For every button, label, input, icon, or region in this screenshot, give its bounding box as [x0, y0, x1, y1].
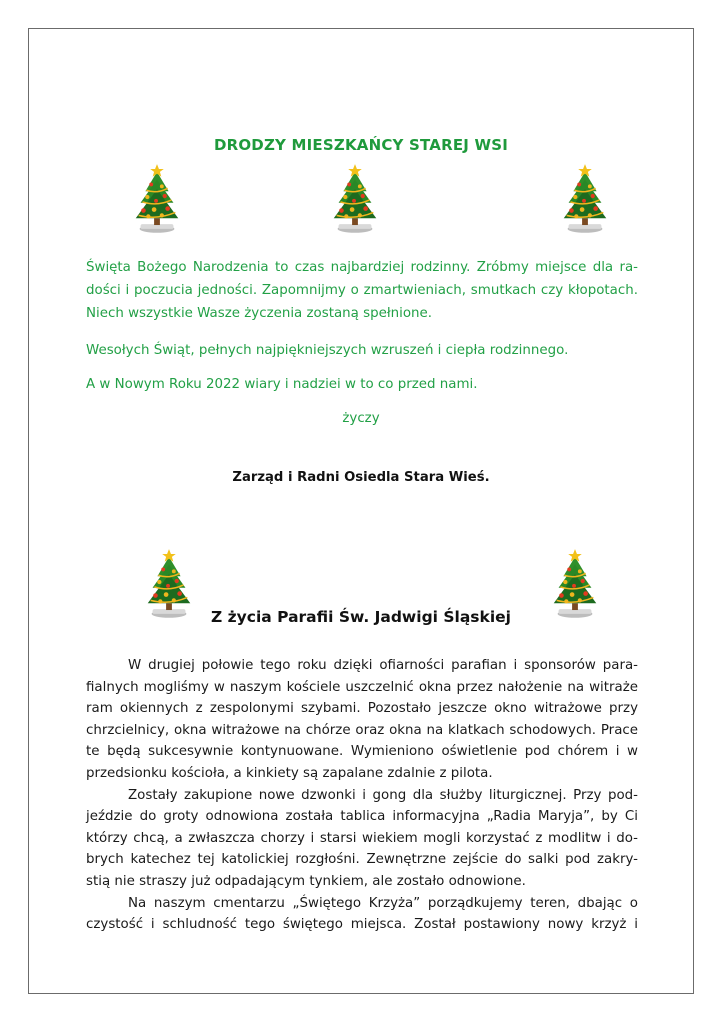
article-line: stią nie straszy już odpadającym tynkiem, ale zostało odnowione. — [86, 873, 526, 889]
christmas-tree-icon — [326, 156, 384, 238]
article-line: czystość i schludność tego świętego miejsca. Został postawiony nowy krzyż i — [86, 917, 638, 933]
article-line: Na naszym cmentarzu „Świętego Krzyża” porządkujemy teren, dbając o — [128, 895, 638, 911]
article-paragraph — [86, 785, 638, 893]
article-line: brych katechez tej katolickiej rozgłośni. Zewnętrzne zejście do salki pod zakry- — [86, 852, 638, 868]
article-line: ram okiennych z zespolonymi szybami. Pozostało jeszcze okno witrażowe przy — [86, 701, 638, 717]
article-line: jeździe do groty odnowiona została tablica informacyjna „Radia Maryja”, by Ci — [86, 809, 638, 825]
parish-article — [86, 655, 638, 936]
greeting-wishes-text: Wesołych Świąt, pełnych najpiękniejszych wzruszeń i ciepła rodzinnego. — [86, 343, 569, 358]
wish-text: życzy — [342, 411, 380, 426]
greeting-heading: DRODZY MIESZKAŃCY STAREJ WSI — [213, 136, 509, 154]
greeting-line: Niech wszystkie Wasze życzenia zostaną spełnione. — [86, 306, 433, 321]
greeting-line: Święta Bożego Narodzenia to czas najbardziej rodzinny. Zróbmy miejsce dla ra- — [86, 260, 638, 275]
article-line: chrzcielnicy, okna witrażowe na chórze oraz okna na klatkach schodowych. Prace — [86, 722, 638, 738]
greeting-line: dości i poczucia jedności. Zapomnijmy o zmartwieniach, smutkach czy kłopotach. — [86, 283, 638, 298]
christmas-tree-icon — [128, 156, 186, 238]
parish-section-title: Z życia Parafii Św. Jadwigi Śląskiej — [211, 608, 511, 626]
article-paragraph — [86, 893, 638, 936]
greeting-wishes — [86, 339, 638, 362]
article-line: Zostały zakupione nowe dzwonki i gong dla służby liturgicznej. Przy pod- — [128, 787, 638, 803]
christmas-tree-icon — [556, 156, 614, 238]
greeting-new-year-text: A w Nowym Roku 2022 wiary i nadziei w to co przed nami. — [86, 377, 478, 392]
greeting-new-year — [86, 373, 638, 396]
signature: Zarząd i Radni Osiedla Stara Wieś. — [232, 470, 490, 485]
article-line: te będą sukcesywnie kontynuowane. Wymieniono oświetlenie pod chórem i w — [86, 744, 638, 760]
article-line: fialnych mogliśmy w naszym kościele uszczelnić okna przez nałożenie na witraże — [86, 679, 638, 695]
article-line: W drugiej połowie tego roku dzięki ofiarności parafian i sponsorów para- — [128, 658, 638, 673]
greeting-paragraph — [86, 256, 638, 325]
article-line: przedsionku kościoła, a kinkiety są zapalane zdalnie z pilota. — [86, 765, 493, 781]
article-line: którzy chcą, a zwłaszcza chorzy i starsi wiekiem mogli korzystać z modlitw i do- — [86, 830, 638, 846]
article-paragraph — [86, 655, 638, 785]
